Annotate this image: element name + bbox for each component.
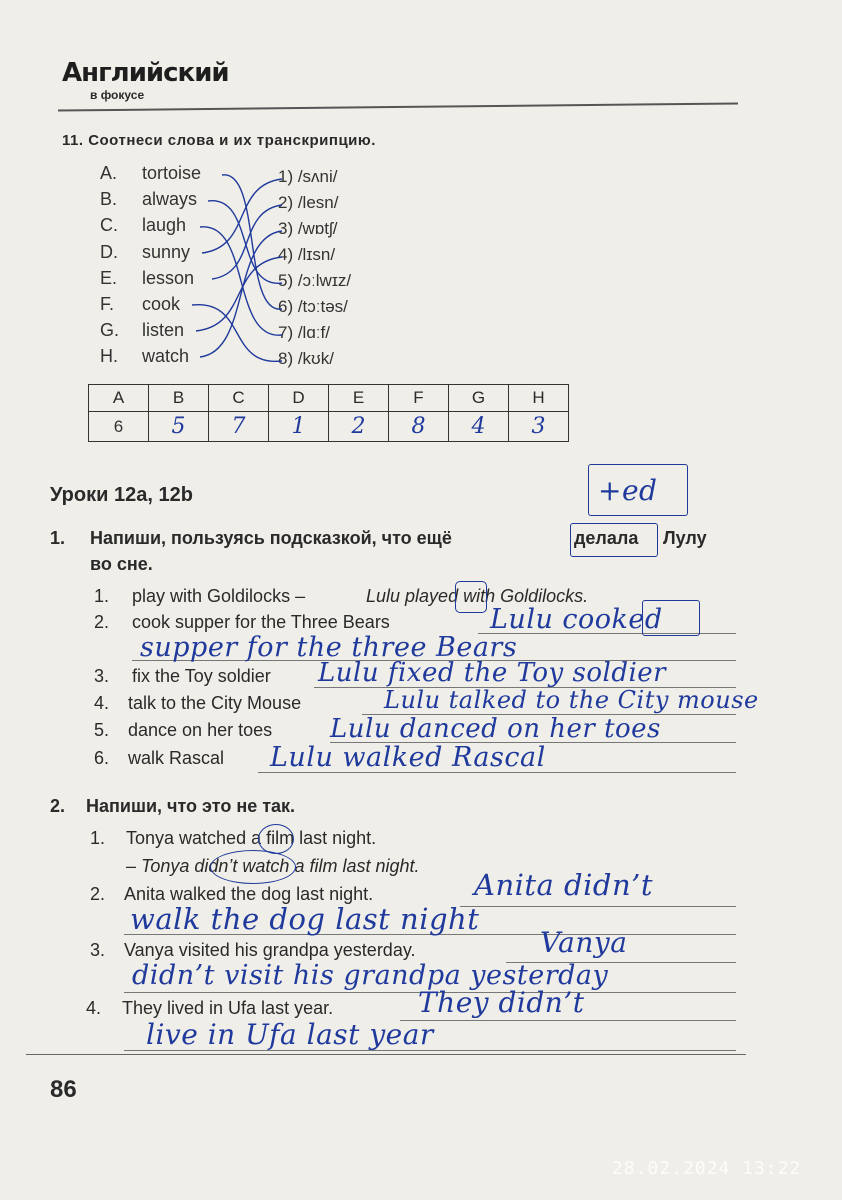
transcription-item: 7) /lɑːf/ — [278, 323, 330, 342]
answer-table-cell: 4 — [449, 412, 509, 442]
transcription-item: 6) /tɔːtəs/ — [278, 297, 348, 316]
word-text: tortoise — [142, 163, 202, 183]
task-number: 2. — [50, 796, 66, 816]
photo-timestamp: 28.02.2024 13:22 — [612, 1158, 802, 1179]
word-letter: A. — [100, 163, 118, 183]
answer-table-cell: 6 — [89, 412, 149, 442]
task-highlight-word: делала — [574, 528, 639, 548]
handwritten-answer: Lulu danced on her toes — [330, 714, 661, 744]
answer-table-header-cell: E — [329, 385, 389, 412]
matching-line — [200, 231, 282, 357]
header-rule — [58, 102, 738, 111]
item-prompt: Vanya visited his grandpa yesterday. — [124, 940, 416, 960]
transcription-item: 5) /ɔːlwɪz/ — [278, 271, 352, 290]
answer-line — [400, 1020, 736, 1021]
item-number: 2. — [90, 884, 106, 904]
handwritten-answer: live in Ufa last year — [146, 1018, 434, 1051]
answer-table-cell: 3 — [509, 412, 569, 442]
transcription-item: 8) /kʊk/ — [278, 349, 334, 368]
handwritten-answer: Anita didn’t — [474, 868, 654, 902]
answer-table-header-cell: C — [209, 385, 269, 412]
item-example: – Tonya didn’t watch a film last night. — [126, 856, 420, 876]
transcription-item: 4) /lɪsn/ — [278, 245, 336, 264]
answer-table-header-cell: A — [89, 385, 149, 412]
auxiliary-circle — [210, 850, 296, 884]
answer-table-cell: 7 — [209, 412, 269, 442]
word-letter: C. — [100, 215, 118, 235]
item-prompt: talk to the City Mouse — [128, 693, 302, 713]
answer-line — [460, 906, 736, 907]
handwritten-answer: Lulu cooked — [490, 604, 663, 635]
word-letter: E. — [100, 268, 118, 288]
task-number: 1. — [50, 528, 66, 548]
item-prompt: walk Rascal — [128, 748, 225, 768]
word-letter: G. — [100, 320, 120, 340]
handwritten-answer: didn’t visit his grandpa yesterday — [132, 960, 609, 991]
book-logo: Английский — [62, 58, 229, 88]
word-text: watch — [142, 346, 190, 366]
answer-table-cell: 2 — [329, 412, 389, 442]
matching-line — [196, 257, 282, 331]
matching-line — [212, 205, 282, 279]
item-number: 5. — [94, 720, 110, 740]
handwritten-note: +ed — [598, 474, 658, 507]
matching-line — [208, 201, 282, 284]
item-number: 3. — [90, 940, 106, 960]
answer-table — [88, 384, 569, 442]
item-prompt: They lived in Ufa last year. — [122, 998, 334, 1018]
item-number: 3. — [94, 666, 110, 686]
item-prompt: Anita walked the dog last night. — [124, 884, 374, 904]
item-prompt: cook supper for the Three Bears — [132, 612, 390, 632]
item-example: Lulu played with Goldilocks. — [366, 586, 589, 606]
answer-table-header-cell: D — [269, 385, 329, 412]
book-logo-subtitle: в фокусе — [90, 88, 145, 102]
matching-line — [192, 305, 282, 362]
handwritten-answer: Vanya — [540, 926, 628, 959]
item-number: 1. — [94, 586, 110, 606]
answer-table-header-cell: F — [389, 385, 449, 412]
answer-table-cell: 8 — [389, 412, 449, 442]
answer-table-value-row — [89, 412, 569, 442]
word-letter: F. — [100, 294, 115, 314]
footer-rule — [26, 1054, 746, 1055]
matching-line — [200, 227, 282, 335]
item-number: 4. — [94, 693, 110, 713]
task-instruction: Напиши, пользуясь подсказкой, что ещё — [90, 528, 452, 548]
answer-table-cell: 1 — [269, 412, 329, 442]
answer-table-cell: 5 — [149, 412, 209, 442]
word-letter: H. — [100, 346, 118, 366]
item-number: 2. — [94, 612, 110, 632]
handwritten-answer: Lulu fixed the Toy soldier — [318, 658, 667, 688]
matching-line — [222, 175, 282, 309]
word-text: always — [142, 189, 198, 209]
item-number: 1. — [90, 828, 106, 848]
suffix-box — [642, 600, 700, 636]
answer-table-header-cell: H — [509, 385, 569, 412]
item-number: 6. — [94, 748, 110, 768]
task-instruction-end: Лулу — [663, 528, 707, 548]
task-instruction: Напиши, что это не так. — [86, 796, 296, 816]
answer-table-header-cell: G — [449, 385, 509, 412]
word-text: cook — [142, 294, 181, 314]
suffix-circle — [258, 824, 294, 854]
transcription-item: 2) /lesn/ — [278, 193, 339, 212]
suffix-box — [455, 581, 487, 613]
item-prompt: play with Goldilocks – — [132, 586, 306, 606]
section-heading: Уроки 12a, 12b — [50, 484, 193, 506]
item-prompt: dance on her toes — [128, 720, 273, 740]
word-text: sunny — [142, 242, 191, 262]
item-prompt: Tonya watched a film last night. — [126, 828, 377, 848]
word-letter: D. — [100, 242, 118, 262]
answer-table-header-row — [89, 385, 569, 412]
task-instruction-line2: во сне. — [90, 554, 153, 574]
page-number: 86 — [50, 1076, 77, 1103]
exercise-11-title: 11. Соотнеси слова и их транскрипцию. — [62, 132, 376, 149]
handwritten-answer: They didn’t — [418, 986, 585, 1019]
item-number: 4. — [86, 998, 102, 1018]
matching-line — [202, 179, 282, 253]
handwritten-answer: supper for the three Bears — [140, 632, 518, 663]
highlight-box — [570, 523, 658, 557]
word-text: laugh — [142, 215, 187, 235]
word-text: listen — [142, 320, 185, 340]
word-text: lesson — [142, 268, 195, 288]
word-letter: B. — [100, 189, 118, 209]
answer-table-header-cell: B — [149, 385, 209, 412]
handwritten-answer: Lulu talked to the City mouse — [384, 686, 759, 714]
handwritten-answer: walk the dog last night — [130, 902, 480, 936]
transcription-item: 3) /wɒtʃ/ — [278, 219, 338, 238]
transcription-item: 1) /sʌni/ — [278, 167, 338, 186]
handwritten-answer: Lulu walked Rascal — [270, 742, 546, 773]
item-prompt: fix the Toy soldier — [132, 666, 271, 686]
